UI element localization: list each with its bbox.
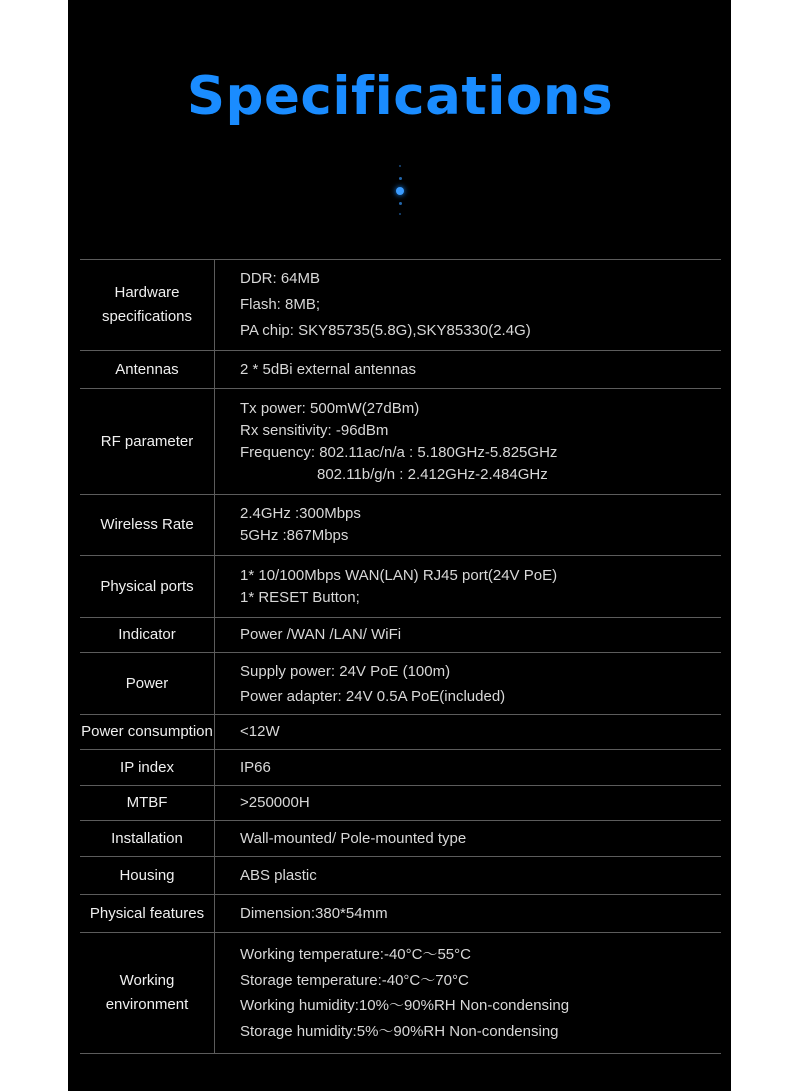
table-row: [80, 653, 721, 715]
table-row: [80, 351, 721, 389]
value-line: Rx sensitivity: -96dBm: [240, 421, 389, 439]
table-row: [80, 389, 721, 495]
table-row: [80, 556, 721, 618]
row-value: [215, 653, 722, 715]
row-label-line: Working: [119, 972, 175, 989]
value-line: PA chip: SKY85735(5.8G),SKY85330(2.4G): [240, 322, 531, 339]
value-line: 1* 10/100Mbps WAN(LAN) RJ45 port(24V PoE): [240, 566, 558, 584]
row-label: Wireless Rate: [80, 495, 215, 556]
spec-table: [80, 259, 721, 1054]
dot: [399, 213, 401, 215]
value-line: 802.11b/g/n : 2.412GHz-2.484GHz: [317, 465, 548, 483]
value-line: Storage humidity:5%～90%RH Non-condensing: [240, 1022, 559, 1040]
table-row: [80, 857, 721, 895]
row-value: [215, 618, 722, 653]
value-line: ABS plastic: [240, 866, 317, 884]
row-label: Indicator: [80, 618, 215, 653]
table-row: [80, 715, 721, 750]
value-line: Working humidity:10%～90%RH Non-condensing: [240, 997, 570, 1014]
dot-center: [396, 187, 404, 195]
row-value: [215, 495, 722, 556]
row-label-line: environment: [105, 996, 189, 1013]
value-line: 1* RESET Button;: [240, 588, 360, 606]
value-line: 2.4GHz :300Mbps: [240, 505, 361, 522]
row-label: IP index: [80, 750, 215, 786]
row-label-line: Hardware: [114, 284, 180, 301]
table-row: [80, 618, 721, 653]
table-row: [80, 786, 721, 821]
value-line: Tx power: 500mW(27dBm): [240, 399, 420, 417]
row-value: [215, 786, 722, 821]
row-label: Physical features: [80, 895, 215, 933]
value-line: Working temperature:-40°C～55°C: [240, 946, 471, 963]
value-line: Power adapter: 24V 0.5A PoE(included): [240, 687, 506, 705]
value-line: Frequency: 802.11ac/n/a : 5.180GHz-5.825GHz: [240, 443, 558, 461]
row-label: [80, 933, 215, 1054]
value-line: Wall-mounted/ Pole-mounted type: [240, 829, 467, 847]
value-line: 5GHz :867Mbps: [240, 527, 349, 544]
value-line: DDR: 64MB: [240, 270, 321, 287]
row-value: [215, 260, 722, 351]
row-value: [215, 821, 722, 857]
row-value: [215, 895, 722, 933]
page-title: Specifications: [186, 66, 614, 127]
table-row: [80, 495, 721, 556]
row-value: [215, 715, 722, 750]
row-label: Housing: [80, 857, 215, 895]
row-label-line: specifications: [101, 308, 193, 325]
value-line: Flash: 8MB;: [240, 296, 321, 313]
table-row: [80, 821, 721, 857]
value-line: >250000H: [240, 794, 310, 811]
table-row: [80, 895, 721, 933]
row-label: RF parameter: [80, 389, 215, 495]
row-label: Installation: [80, 821, 215, 857]
row-value: [215, 750, 722, 786]
table-row: [80, 750, 721, 786]
row-label: Physical ports: [80, 556, 215, 618]
row-value: [215, 857, 722, 895]
row-label: [80, 260, 215, 351]
table-row: [80, 260, 721, 351]
table-row: [80, 933, 721, 1054]
value-line: Supply power: 24V PoE (100m): [240, 662, 451, 680]
value-line: IP66: [240, 758, 271, 776]
dot: [399, 177, 402, 180]
row-label: Antennas: [80, 351, 215, 389]
value-line: <12W: [240, 723, 280, 740]
value-line: 2 * 5dBi external antennas: [240, 360, 416, 378]
value-line: Power /WAN /LAN/ WiFi: [240, 626, 402, 643]
row-label: MTBF: [80, 786, 215, 821]
dot: [399, 165, 401, 167]
row-label: Power consumption: [80, 715, 215, 750]
dot: [399, 202, 402, 205]
row-value: [215, 351, 722, 389]
row-value: [215, 933, 722, 1054]
value-line: Storage temperature:-40°C～70°C: [240, 971, 469, 989]
row-value: [215, 556, 722, 618]
row-label: Power: [80, 653, 215, 715]
row-value: [215, 389, 722, 495]
value-line: Dimension:380*54mm: [240, 904, 388, 922]
